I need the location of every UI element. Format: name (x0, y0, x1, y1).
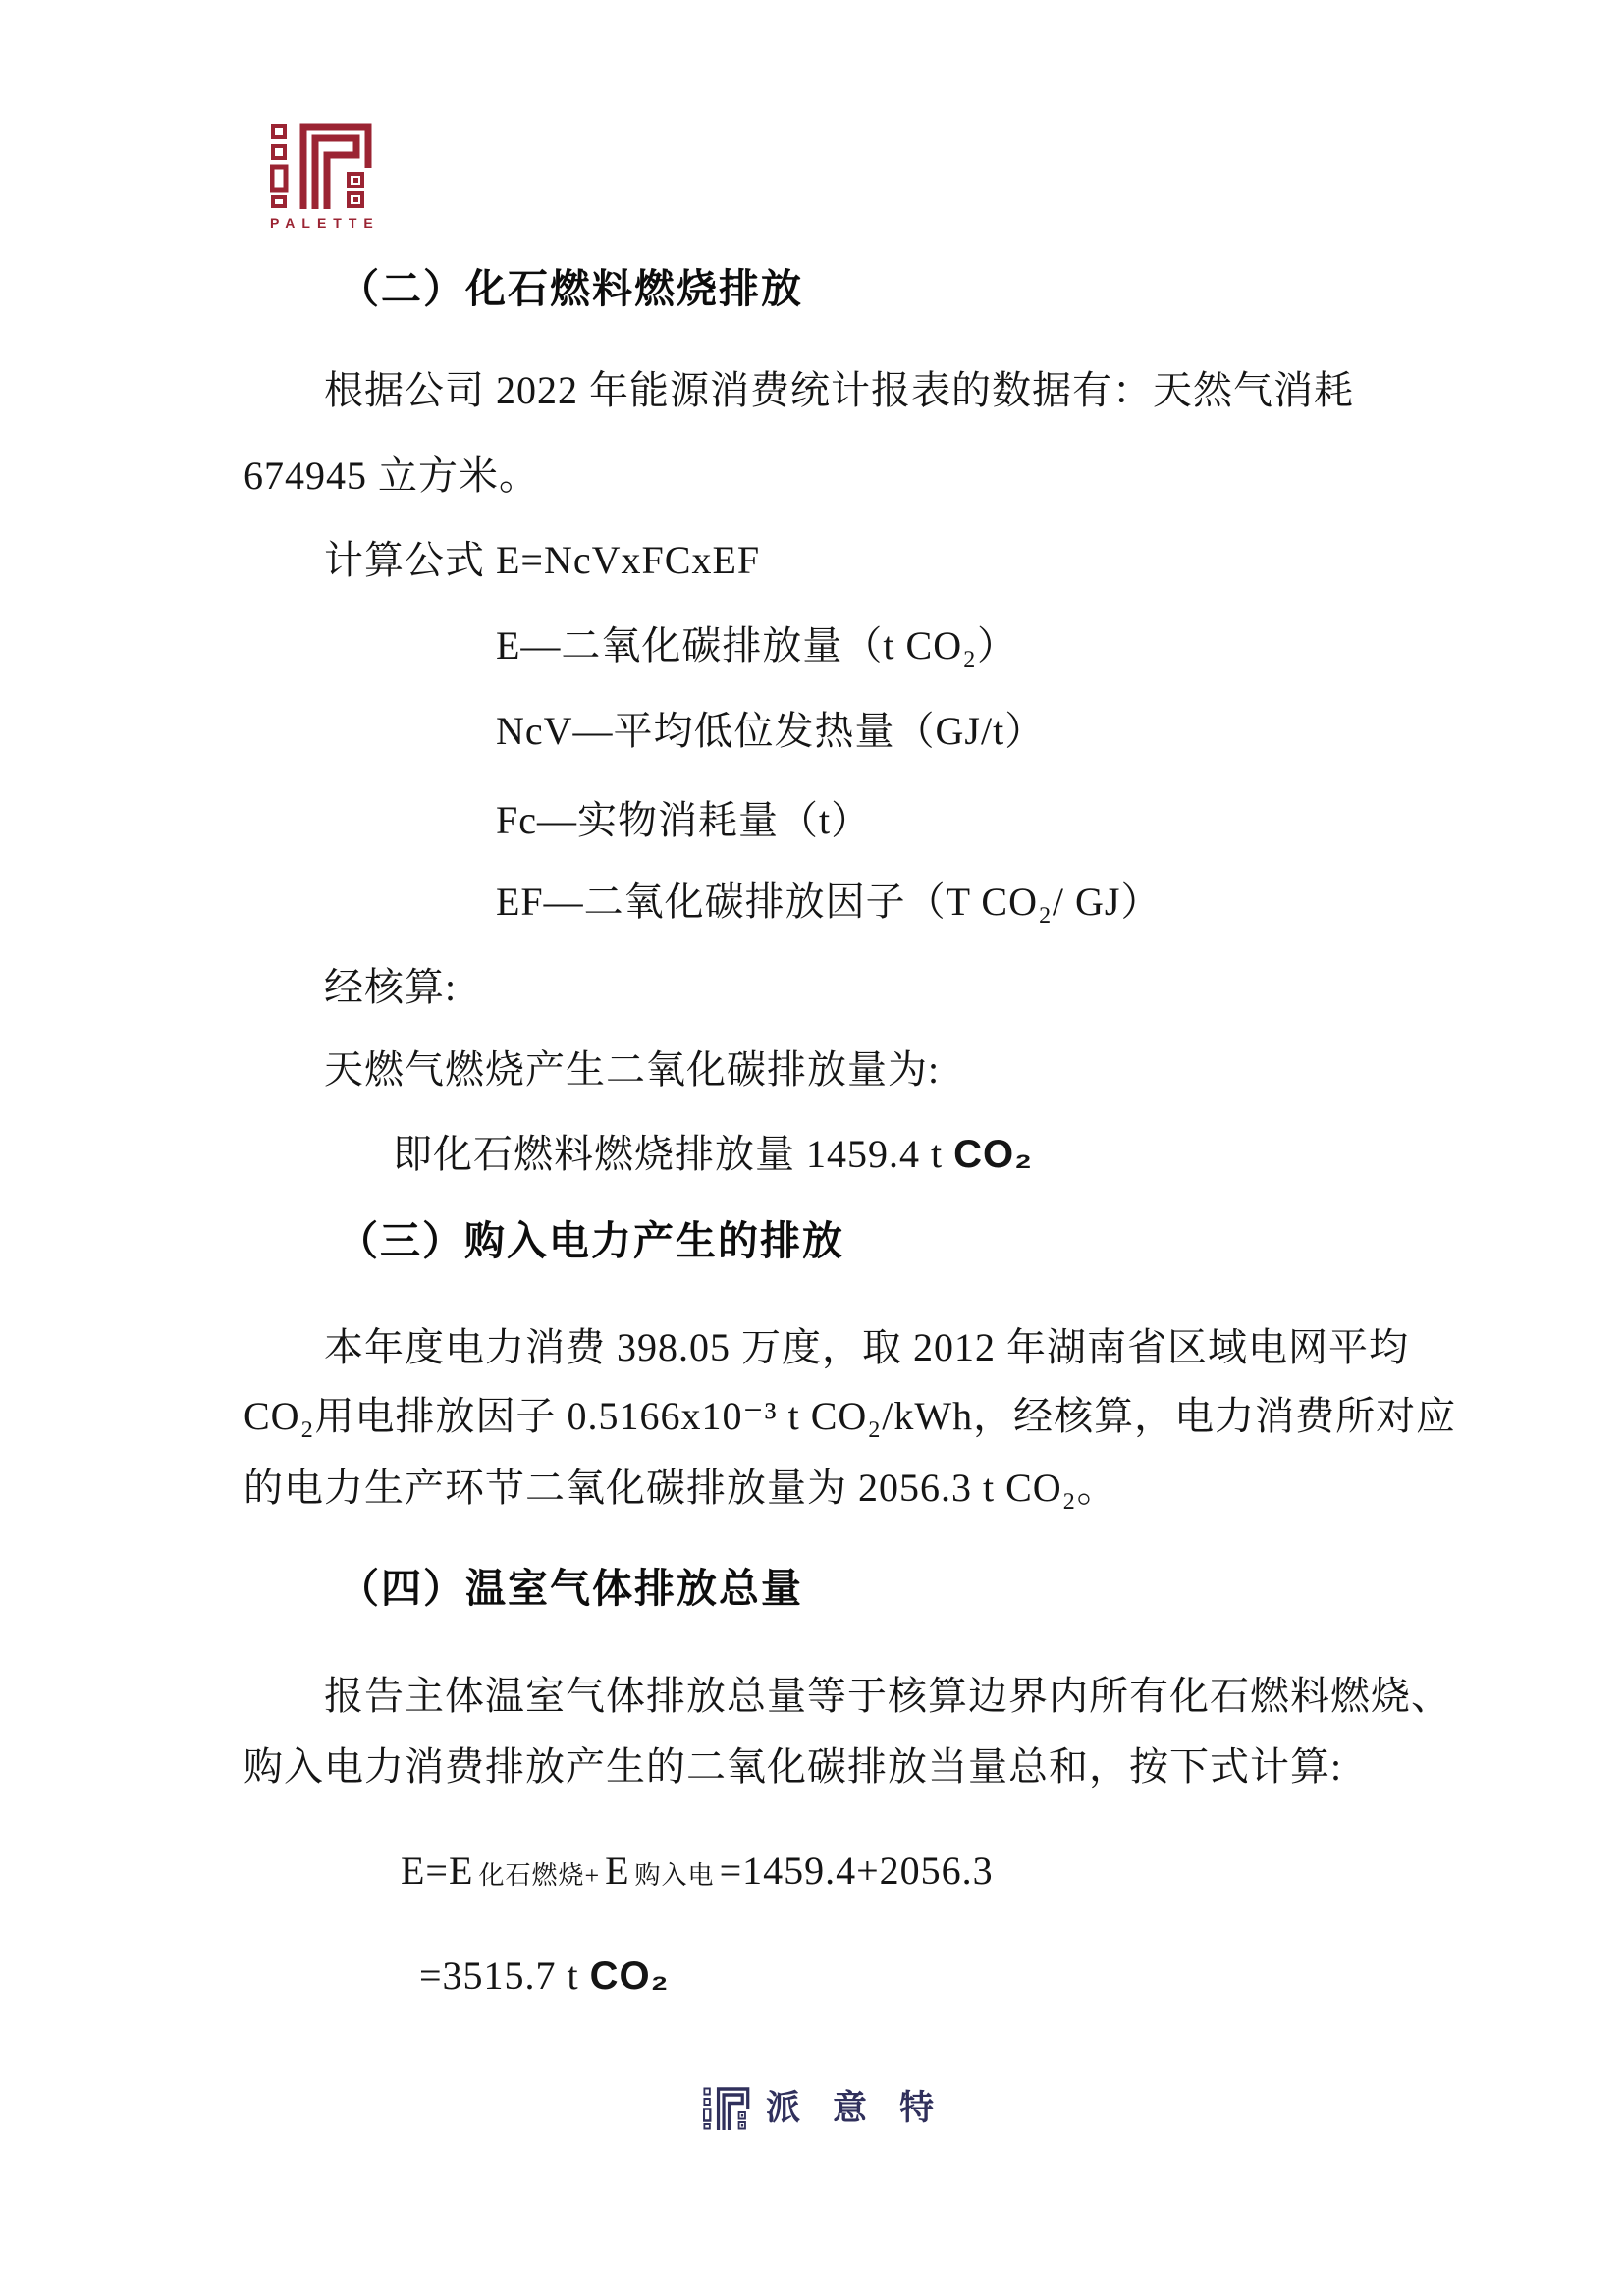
formula-def-ef: EF—二氧化碳排放因子（T CO₂/ GJ） (496, 880, 1162, 924)
formula-e2: E (605, 1848, 630, 1893)
company-logo (270, 123, 378, 231)
para-total-line1: 报告主体温室气体排放总量等于核算边界内所有化石燃料燃烧、 (324, 1674, 1451, 1718)
page-footer (703, 2087, 966, 2130)
formula-total-equation (401, 1847, 994, 1895)
formula-def-ncv: NcV—平均低位发热量（GJ/t） (496, 709, 1046, 753)
heading-purchased-power-emissions: （三）购入电力产生的排放 (338, 1218, 844, 1263)
formula-e1: E=E (401, 1848, 474, 1893)
para-total-result (419, 1952, 669, 2000)
para-fossil-result (393, 1131, 1033, 1178)
para-gas-emission: 天燃气燃烧产生二氧化碳排放量为: (324, 1047, 941, 1092)
para-total-line2: 购入电力消费排放产生的二氧化碳排放当量总和，按下式计算: (244, 1744, 1343, 1789)
formula-sum: =1459.4+2056.3 (719, 1848, 994, 1893)
para-verified: 经核算: (324, 965, 458, 1009)
logo-wordmark: PALETTE (270, 215, 380, 231)
palette-logo-icon (270, 123, 373, 209)
para-fuel-line2: 674945 立方米。 (244, 454, 539, 498)
formula-def-fc: Fc—实物消耗量（t） (496, 798, 872, 842)
total-result-text: =3515.7 t (419, 1953, 590, 1998)
formula-sub-fossil: 化石燃烧+ (478, 1861, 601, 1890)
formula-def-e: E—二氧化碳排放量（t CO₂） (496, 623, 1018, 667)
footer-brand-text: 派意特 (766, 2089, 967, 2127)
fossil-result-co2-unit: CO₂ (953, 1133, 1033, 1176)
para-formula-intro: 计算公式 E=NcVxFCxEF (324, 538, 761, 582)
para-power-line1: 本年度电力消费 398.05 万度，取 2012 年湖南省区域电网平均 (324, 1325, 1409, 1369)
para-power-line2: CO₂用电排放因子 0.5166x10⁻³ t CO₂/kWh，经核算，电力消费所对应 (244, 1394, 1457, 1438)
fossil-result-text: 即化石燃料燃烧排放量 1459.4 t (393, 1132, 954, 1176)
para-fuel-line1: 根据公司 2022 年能源消费统计报表的数据有：天然气消耗 (324, 368, 1354, 412)
para-power-line3: 的电力生产环节二氧化碳排放量为 2056.3 t CO₂。 (244, 1466, 1117, 1510)
formula-sub-power: 购入电 (634, 1861, 715, 1890)
palette-footer-logo-icon (703, 2087, 750, 2130)
heading-fossil-fuel-emissions: （二）化石燃料燃烧排放 (339, 266, 803, 311)
heading-total-ghg-emissions: （四）温室气体排放总量 (339, 1566, 803, 1611)
total-result-co2-unit: CO₂ (589, 1954, 670, 1998)
